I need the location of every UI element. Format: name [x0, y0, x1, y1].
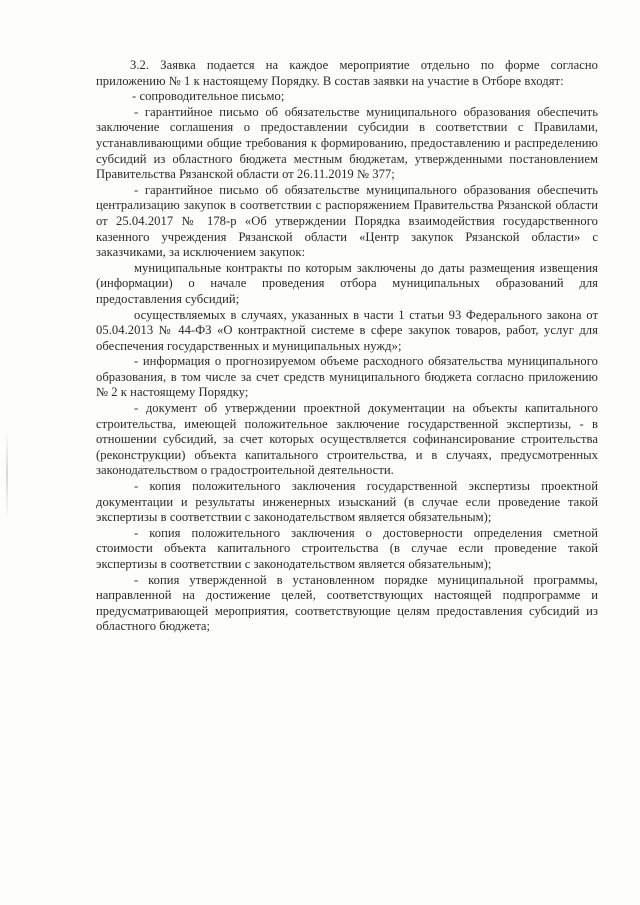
list-item-cost-reliability-copy: - копия положительного заключения о достоверности определения сметной стоимости объекта капитального строительства (в случае если проведение такой экспертизы в соответствии с законодательством является обязательным);	[96, 525, 598, 571]
list-item-guarantee-procurement: - гарантийное письмо об обязательстве муниципального образования обеспечить централизацию закупок в соответствии с распоряжением Правительства Рязанской области от 25.04.2017 № 178-р «Об утверждении Порядка взаимодействия государственного казенного учреждения Рязанской области «Центр закупок Рязанской области» с заказчиками, за исключением закупок:	[96, 182, 598, 260]
scan-edge-mark	[6, 430, 8, 520]
list-item-forecast-info: - информация о прогнозируемом объеме расходного обязательства муниципального образования, в том числе за счет средств муниципального бюджета согласно приложению № 2 к настоящему Порядку;	[96, 354, 598, 400]
paragraph-exception-contracts: муниципальные контракты по которым заключены до даты размещения извещения (информации) о начале проведения отбора муниципальных образований для предоставления субсидий;	[96, 260, 598, 306]
paragraph-exception-law: осуществляемых в случаях, указанных в части 1 статьи 93 Федерального закона от 05.04.2013 № 44-ФЗ «О контрактной системе в сфере закупок товаров, работ, услуг для обеспечения государственных и муниципальных нужд»;	[96, 307, 598, 353]
list-item-design-approval: - документ об утверждении проектной документации на объекты капитального строительства, имеющей положительное заключение государственной экспертизы, - в отношении субсидий, за счет которых осуществляется софинансирование строительства (реконструкции) объекта капитального строительства, и в случаях, предусмотренных законодательством о градостроительной деятельности.	[96, 401, 598, 478]
list-item-expertise-copy: - копия положительного заключения государственной экспертизы проектной документации и результаты инженерных изысканий (в случае если проведение такой экспертизы в соответствии с законодательством является обязательным);	[96, 479, 598, 525]
list-item-guarantee-subsidy: - гарантийное письмо об обязательстве муниципального образования обеспечить заключение соглашения о предоставлении субсидии в соответствии с Правилами, устанавливающими общие требования к формированию, предоставлению и распределению субсидий из областного бюджета местным бюджетам, утвержденными постановлением Правительства Рязанской области от 26.11.2019 № 377;	[96, 104, 598, 182]
paragraph-application-intro: 3.2. Заявка подается на каждое мероприятие отдельно по форме согласно приложению № 1 к настоящему Порядку. В состав заявки на участие в Отборе входят:	[96, 58, 598, 88]
document-body	[96, 58, 598, 635]
list-item-cover-letter: - сопроводительное письмо;	[132, 89, 285, 104]
list-item-municipal-program-copy: - копия утвержденной в установленном порядке муниципальной программы, направленной на достижение целей, соответствующих настоящей подпрограмме и предусматривающей мероприятия, соответствующие целям предоставления субсидий из областного бюджета;	[96, 572, 598, 634]
